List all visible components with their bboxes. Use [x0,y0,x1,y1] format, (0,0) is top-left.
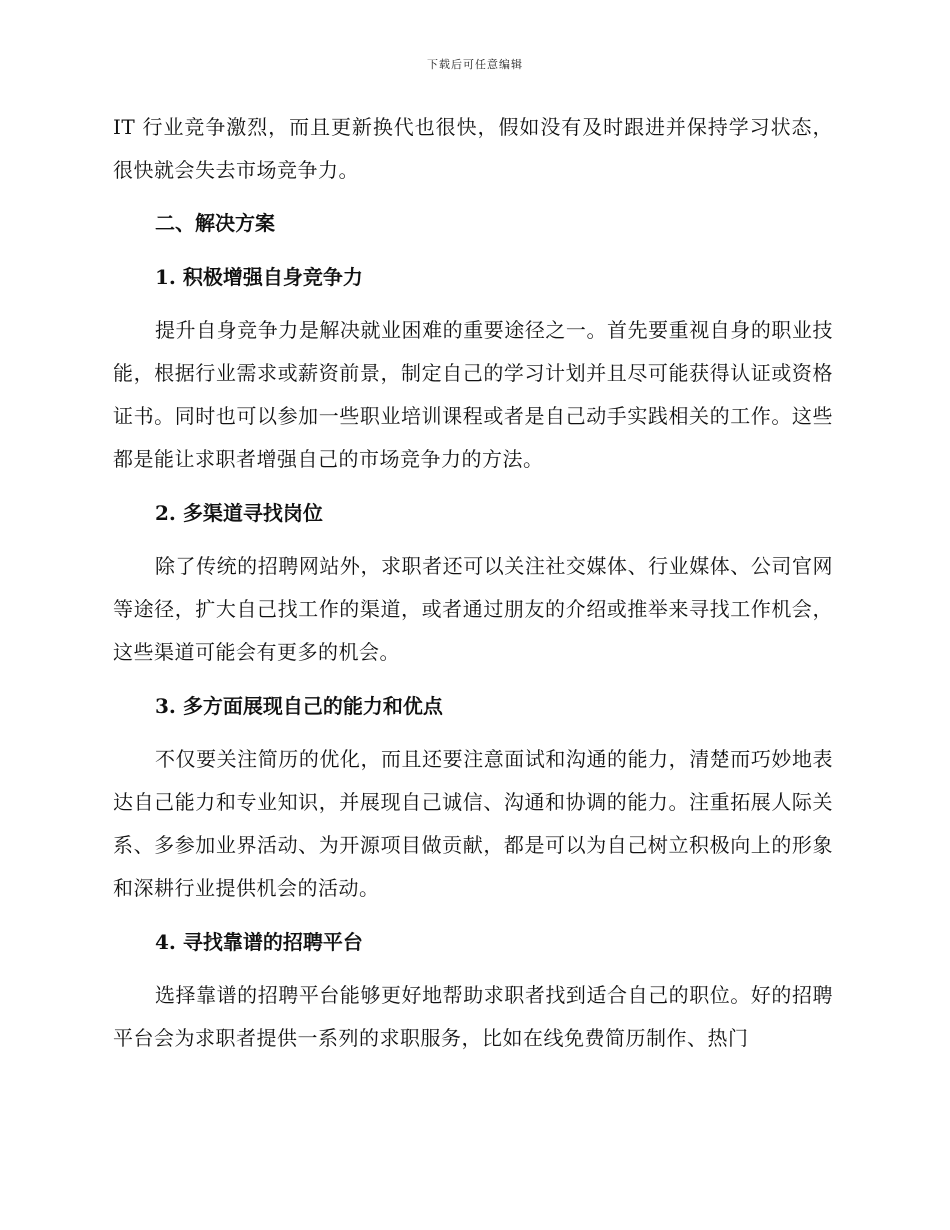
item-paragraph-3: 不仅要关注简历的优化，而且还要注意面试和沟通的能力，清楚而巧妙地表达自己能力和专业知识，并展现自己诚信、沟通和协调的能力。注重拓展人际关系、多参加业界活动、为开源项目做贡献，都是可以为自己树立积极向上的形象和深耕行业提供机会的活动。 [113,747,833,900]
item-heading-4: 4. 寻找靠谱的招聘平台 [155,930,363,954]
section-title: 二、解决方案 [155,211,275,235]
intro-paragraph: IT 行业竞争激烈，而且更新换代也很快，假如没有及时跟进并保持学习状态，很快就会失去市场竞争力。 [113,115,833,182]
page-header-note: 下载后可任意编辑 [427,58,523,71]
item-heading-1: 1. 积极增强自身竞争力 [155,265,363,289]
item-paragraph-1: 提升自身竞争力是解决就业困难的重要途径之一。首先要重视自身的职业技能，根据行业需求或薪资前景，制定自己的学习计划并且尽可能获得认证或资格证书。同时也可以参加一些职业培训课程或者是自己动手实践相关的工作。这些都是能让求职者增强自己的市场竞争力的方法。 [113,318,833,471]
item-heading-2: 2. 多渠道寻找岗位 [155,501,323,525]
document-body [113,106,833,1060]
item-paragraph-4: 选择靠谱的招聘平台能够更好地帮助求职者找到适合自己的职位。好的招聘平台会为求职者提供一系列的求职服务，比如在线免费简历制作、热门 [113,983,833,1050]
item-heading-3: 3. 多方面展现自己的能力和优点 [155,694,443,718]
item-paragraph-2: 除了传统的招聘网站外，求职者还可以关注社交媒体、行业媒体、公司官网等途径，扩大自己找工作的渠道，或者通过朋友的介绍或推举来寻找工作机会，这些渠道可能会有更多的机会。 [113,554,833,664]
